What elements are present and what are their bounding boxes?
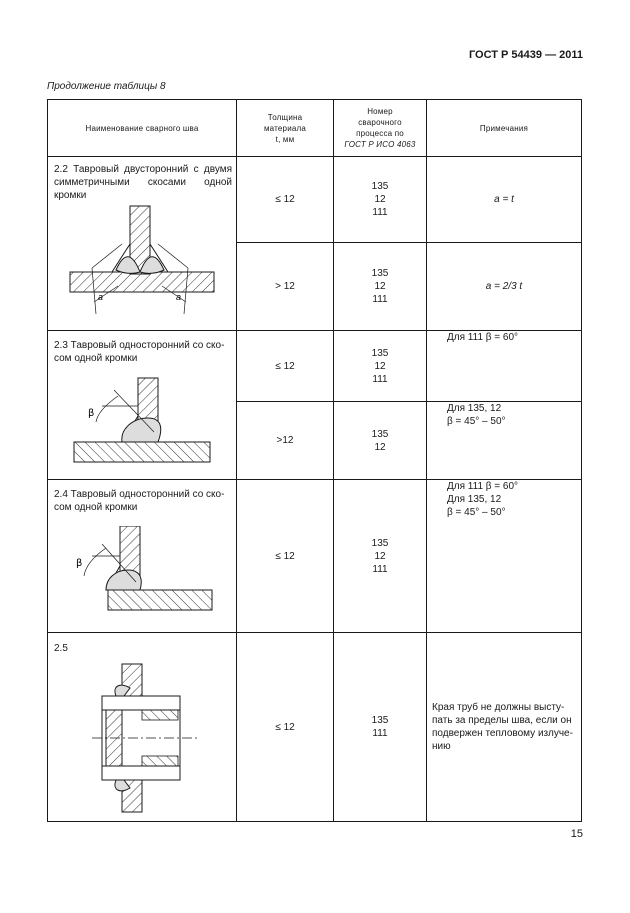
thickness-cell bbox=[237, 243, 333, 330]
note-text: Для 135, 12 bbox=[447, 403, 502, 414]
process-cell bbox=[334, 402, 426, 479]
title-line: 2.5 bbox=[54, 643, 68, 654]
process-number: 12 bbox=[374, 550, 386, 562]
process-cell bbox=[334, 157, 426, 242]
header-thickness bbox=[237, 100, 333, 156]
note-cell bbox=[427, 480, 581, 632]
thickness-value: ≤ 12 bbox=[275, 360, 295, 372]
thickness-value: ≤ 12 bbox=[275, 194, 295, 205]
note-text: пать за пределы шва, если он bbox=[432, 715, 572, 726]
note-cell bbox=[427, 243, 581, 330]
thickness-cell bbox=[237, 402, 333, 479]
title-line: 2.4 Тавровый односторонний со ско- bbox=[54, 489, 225, 500]
pipe-flange-weld-drawing bbox=[88, 658, 208, 818]
header-notes bbox=[427, 100, 581, 156]
title-line: симметричными скосами одной bbox=[54, 177, 232, 188]
note-text: подвержен тепловому излуче- bbox=[432, 728, 573, 739]
thickness-cell bbox=[237, 480, 333, 632]
note-text: β = 45° – 50° bbox=[447, 507, 506, 518]
process-number: 135 bbox=[371, 347, 389, 359]
header-process-line: ГОСТ Р ИСО 4063 bbox=[344, 140, 416, 149]
thickness-cell bbox=[237, 331, 333, 401]
leg-label: a bbox=[176, 292, 182, 302]
single-bevel-tee-weld-drawing bbox=[68, 376, 218, 472]
note-text: Для 111 β = 60° bbox=[447, 481, 519, 492]
page-number: 15 bbox=[570, 828, 583, 840]
process-cell bbox=[334, 633, 426, 821]
thickness-value: ≤ 12 bbox=[275, 721, 295, 733]
process-number: 135 bbox=[371, 268, 389, 279]
process-cell bbox=[334, 243, 426, 330]
note-text: a = t bbox=[494, 194, 514, 205]
note-cell bbox=[427, 157, 581, 242]
title-line: 2.2 Тавровый двусторонний с двумя bbox=[54, 164, 232, 175]
title-line: 2.3 Тавровый односторонний со ско- bbox=[54, 340, 225, 351]
process-number: 111 bbox=[372, 207, 388, 218]
row-title bbox=[54, 642, 232, 655]
leg-label: a bbox=[98, 292, 104, 302]
process-number: 12 bbox=[374, 360, 386, 372]
row-title bbox=[54, 488, 232, 514]
note-cell bbox=[427, 331, 581, 401]
process-number: 111 bbox=[372, 728, 388, 739]
note-cell bbox=[427, 402, 581, 479]
title-line: сом одной кромки bbox=[54, 353, 138, 364]
process-number: 111 bbox=[372, 294, 388, 305]
double-bevel-tee-weld-drawing bbox=[62, 204, 222, 322]
header-process-line: сварочного bbox=[358, 118, 402, 127]
process-cell bbox=[334, 480, 426, 632]
note-text: Для 135, 12 bbox=[447, 494, 502, 505]
note-text: Для 111 β = 60° bbox=[447, 332, 519, 343]
header-process-line: Номер bbox=[367, 107, 393, 116]
single-bevel-tee-weld-drawing bbox=[68, 526, 218, 626]
angle-label: β bbox=[88, 408, 95, 419]
thickness-cell bbox=[237, 157, 333, 242]
title-line: сом одной кромки bbox=[54, 502, 138, 513]
process-number: 135 bbox=[371, 181, 389, 192]
weld-table bbox=[47, 99, 582, 822]
note-text: Края труб не должны высту- bbox=[432, 702, 565, 713]
header-thickness-line: Толщина bbox=[267, 112, 303, 122]
note-cell bbox=[432, 633, 578, 821]
thickness-cell bbox=[237, 633, 333, 821]
process-cell bbox=[334, 331, 426, 401]
process-number: 111 bbox=[372, 563, 388, 575]
process-number: 135 bbox=[371, 715, 389, 726]
angle-label: β bbox=[76, 558, 83, 569]
note-text: нию bbox=[432, 741, 451, 752]
header-notes-text: Примечания bbox=[479, 123, 529, 133]
title-line: кромки bbox=[54, 190, 87, 201]
header-name-text: Наименование сварного шва bbox=[85, 123, 199, 133]
header-thickness-line: материала bbox=[263, 123, 307, 133]
row-title bbox=[54, 163, 232, 202]
header-process-line: процесса по bbox=[356, 129, 404, 138]
thickness-value: ≤ 12 bbox=[275, 550, 295, 562]
header-name bbox=[48, 100, 236, 156]
process-number: 12 bbox=[374, 194, 386, 205]
thickness-value: >12 bbox=[276, 435, 294, 446]
thickness-value: > 12 bbox=[275, 281, 295, 292]
process-number: 135 bbox=[371, 428, 389, 440]
header-thickness-line: t, мм bbox=[275, 134, 295, 144]
process-number: 111 bbox=[372, 373, 388, 385]
header-process bbox=[334, 100, 426, 156]
note-text: a = 2/3 t bbox=[485, 281, 523, 292]
process-number: 12 bbox=[374, 281, 386, 292]
table-continuation-caption: Продолжение таблицы 8 bbox=[47, 81, 166, 92]
process-number: 12 bbox=[374, 441, 386, 453]
note-text: β = 45° – 50° bbox=[447, 416, 506, 427]
row-title bbox=[54, 339, 232, 365]
process-number: 135 bbox=[371, 537, 389, 549]
standard-designation: ГОСТ Р 54439 — 2011 bbox=[468, 49, 583, 61]
